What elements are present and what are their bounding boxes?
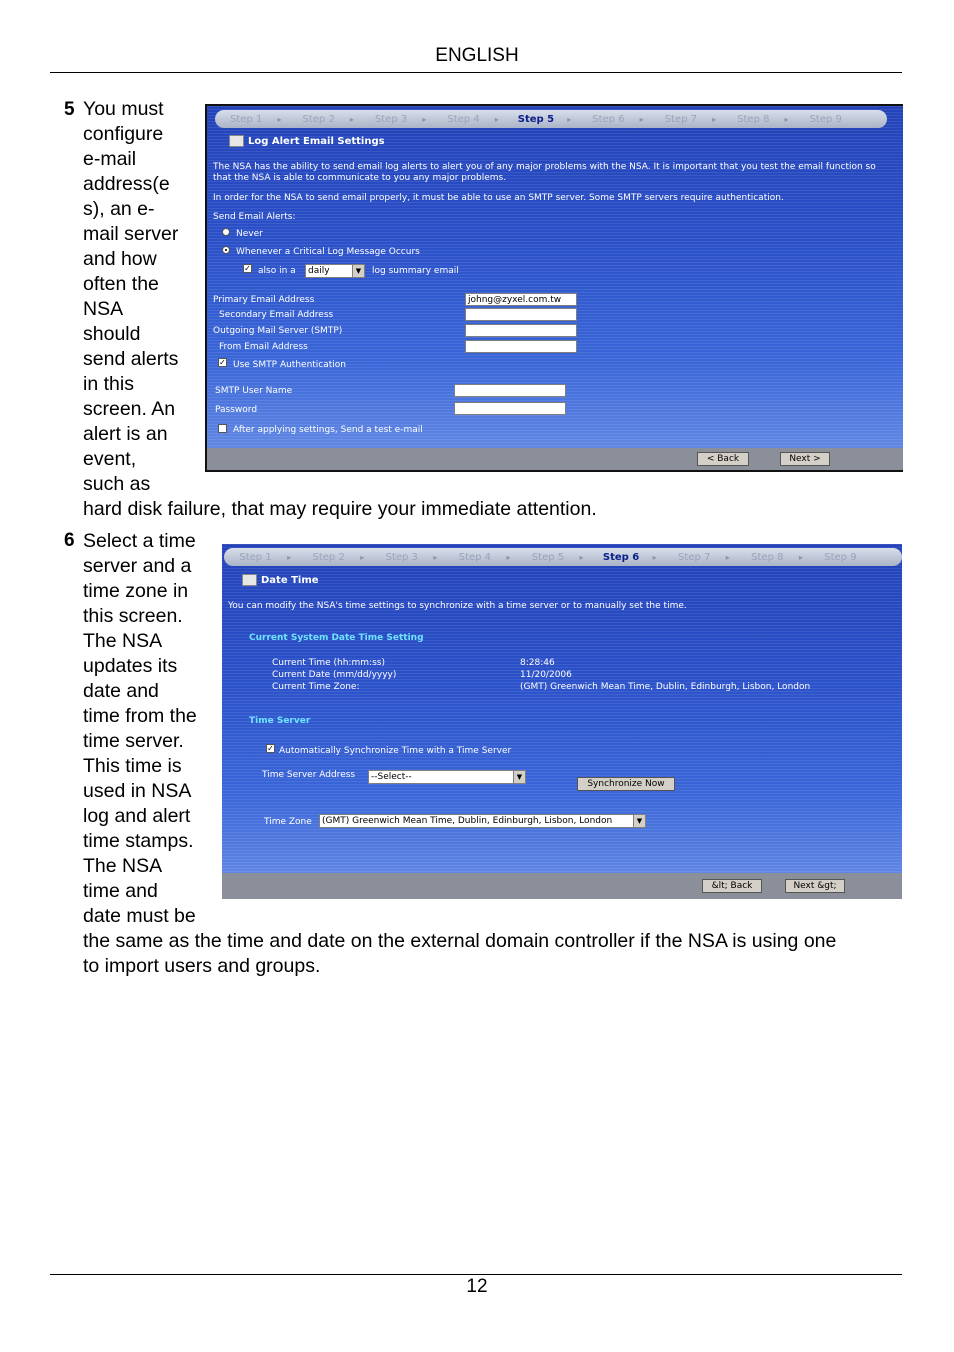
summary-checkbox[interactable]: ✓	[244, 264, 251, 273]
wizard-step-1: Step 1	[239, 551, 272, 563]
text-line: send alerts	[83, 348, 179, 370]
folder-icon	[229, 135, 244, 147]
current-setting-heading: Current System Date Time Setting	[249, 633, 424, 643]
time-server-address-label: Time Server Address	[262, 770, 356, 780]
step-arrow-icon: ▸	[725, 552, 730, 562]
text-line: time stamps.	[83, 830, 194, 852]
test-email-label: After applying settings, Send a test e-mail	[233, 425, 423, 435]
current-zone-value: (GMT) Greenwich Mean Time, Dublin, Edinburgh, Lisbon, London	[520, 682, 811, 692]
current-time-value: 8:28:46	[520, 658, 555, 668]
text-line: time and	[83, 880, 158, 902]
screen-title-text: Date Time	[261, 574, 319, 586]
button-bar	[207, 448, 903, 470]
text-line: and how	[83, 248, 157, 270]
step-arrow-icon: ▸	[494, 114, 499, 124]
smtp-user-input[interactable]	[454, 384, 566, 397]
text-line: s), an e-	[83, 198, 155, 220]
folder-icon	[242, 574, 257, 586]
chevron-down-icon: ▼	[352, 265, 364, 277]
also-in-a-label: also in a	[258, 266, 296, 276]
auto-sync-label: Automatically Synchronize Time with a Time Server	[279, 746, 512, 756]
smtp-auth-label: Use SMTP Authentication	[233, 360, 347, 370]
wizard-step-2: Step 2	[302, 113, 335, 125]
text-line: in this	[83, 373, 134, 395]
text-line: hard disk failure, that may require your immediate attention.	[83, 498, 597, 520]
description-line: In order for the NSA to send email properly, it must be able to use an SMTP server. Some SMTP servers require authentication.	[213, 193, 784, 203]
step-arrow-icon: ▸	[712, 114, 717, 124]
wizard-step-bar	[215, 110, 887, 128]
text-line: alert is an	[83, 423, 168, 445]
never-label: Never	[236, 229, 263, 239]
time-zone-select[interactable]	[319, 814, 646, 828]
text-line: updates its	[83, 655, 178, 677]
step-arrow-icon: ▸	[360, 552, 365, 562]
wizard-step-2: Step 2	[312, 551, 345, 563]
password-label: Password	[215, 405, 258, 415]
wizard-step-7: Step 7	[678, 551, 711, 563]
step-arrow-icon: ▸	[798, 552, 803, 562]
page-header: ENGLISH	[435, 45, 519, 66]
current-time-label: Current Time (hh:mm:ss)	[272, 658, 385, 668]
wizard-step-8: Step 8	[737, 113, 770, 125]
from-email-label: From Email Address	[219, 342, 308, 352]
synchronize-now-button[interactable]: Synchronize Now	[577, 777, 675, 791]
wizard-step-7: Step 7	[664, 113, 697, 125]
smtp-auth-checkbox[interactable]: ✓	[219, 358, 226, 367]
text-line: to import users and groups.	[83, 955, 321, 977]
text-line: The NSA	[83, 630, 163, 652]
wizard-step-6: Step 6	[602, 551, 640, 563]
step-6-number: 6	[64, 530, 75, 551]
outgoing-server-label: Outgoing Mail Server (SMTP)	[213, 326, 343, 336]
current-zone-label: Current Time Zone:	[272, 682, 360, 692]
text-line: log and alert	[83, 805, 191, 827]
text-line: server and a	[83, 555, 192, 577]
test-email-checkbox[interactable]	[218, 424, 227, 433]
step-arrow-icon: ▸	[784, 114, 789, 124]
never-radio[interactable]	[222, 228, 230, 236]
current-date-label: Current Date (mm/dd/yyyy)	[272, 670, 397, 680]
wizard-step-9: Step 9	[809, 113, 842, 125]
primary-email-label: Primary Email Address	[213, 295, 315, 305]
time-server-heading: Time Server	[249, 716, 311, 726]
back-button[interactable]: < Back	[697, 452, 749, 466]
wizard-step-6: Step 6	[592, 113, 625, 125]
text-line: NSA	[83, 298, 124, 320]
text-line: Select a time	[83, 530, 196, 552]
wizard-step-5: Step 5	[517, 113, 555, 125]
text-line: The NSA	[83, 855, 163, 877]
wizard-step-bar	[224, 548, 902, 566]
back-button[interactable]: &lt; Back	[702, 879, 762, 893]
step-arrow-icon: ▸	[652, 552, 657, 562]
text-line: You must	[83, 98, 164, 120]
time-zone-label: Time Zone	[264, 817, 312, 827]
screen-title	[229, 135, 385, 147]
button-bar	[222, 873, 902, 899]
next-button[interactable]: Next >	[780, 452, 830, 466]
password-input[interactable]	[454, 402, 566, 415]
wizard-step-8: Step 8	[751, 551, 784, 563]
outgoing-server-input[interactable]	[465, 324, 577, 337]
wizard-step-5: Step 5	[531, 551, 565, 563]
step-arrow-icon: ▸	[639, 114, 644, 124]
text-line: the same as the time and date on the external domain controller if the NSA is using one	[83, 930, 837, 952]
footer-rule	[50, 1274, 902, 1275]
chevron-down-icon: ▼	[633, 815, 645, 827]
text-line: such as	[83, 473, 151, 495]
secondary-email-input[interactable]	[465, 308, 577, 321]
description-line: that the NSA is able to communicate to you any major problems.	[213, 173, 507, 183]
description-line: You can modify the NSA's time settings to synchronize with a time server or to manually set the time.	[228, 601, 687, 611]
log-alert-email-screenshot	[205, 104, 903, 472]
step-5-number: 5	[64, 99, 75, 120]
date-time-screenshot	[222, 544, 902, 899]
primary-email-input[interactable]: johng@zyxel.com.tw	[465, 293, 577, 306]
step-arrow-icon: ▸	[287, 552, 292, 562]
step-arrow-icon: ▸	[579, 552, 584, 562]
auto-sync-checkbox[interactable]: ✓	[267, 744, 274, 753]
next-button[interactable]: Next &gt;	[785, 879, 845, 893]
time-zone-select-value: (GMT) Greenwich Mean Time, Dublin, Edinburgh, Lisbon, London	[322, 816, 613, 826]
whenever-label: Whenever a Critical Log Message Occurs	[236, 247, 420, 257]
whenever-radio[interactable]	[222, 246, 230, 254]
text-line: this screen.	[83, 605, 183, 627]
text-line: event,	[83, 448, 137, 470]
step-arrow-icon: ▸	[433, 552, 438, 562]
page-number: 12	[466, 1276, 488, 1297]
wizard-step-3: Step 3	[374, 113, 408, 125]
text-line: date and	[83, 680, 159, 702]
text-line: should	[83, 323, 141, 345]
text-line: mail server	[83, 223, 179, 245]
text-line: configure	[83, 123, 164, 145]
from-email-input[interactable]	[465, 340, 577, 353]
frequency-value: daily	[308, 266, 330, 276]
text-line: date must be	[83, 905, 196, 927]
text-line: e-mail	[83, 148, 137, 170]
send-alerts-label: Send Email Alerts:	[213, 212, 296, 222]
header-rule	[50, 72, 902, 73]
screen-title-text: Log Alert Email Settings	[248, 135, 385, 147]
chevron-down-icon: ▼	[513, 771, 525, 783]
wizard-step-3: Step 3	[385, 551, 418, 563]
time-server-select-value: --Select--	[371, 772, 412, 782]
step-arrow-icon: ▸	[422, 114, 427, 124]
text-line: used in NSA	[83, 780, 192, 802]
text-line: time from the	[83, 705, 197, 727]
text-line: This time is	[83, 755, 182, 777]
frequency-select[interactable]	[305, 264, 365, 278]
text-line: time server.	[83, 730, 184, 752]
wizard-step-1: Step 1	[230, 113, 263, 125]
time-server-select[interactable]	[368, 770, 526, 784]
wizard-step-4: Step 4	[447, 113, 480, 125]
text-line: address(e	[83, 173, 170, 195]
step-arrow-icon: ▸	[567, 114, 572, 124]
secondary-email-label: Secondary Email Address	[219, 310, 334, 320]
wizard-step-4: Step 4	[458, 551, 492, 563]
wizard-step-9: Step 9	[824, 551, 857, 563]
text-line: time zone in	[83, 580, 189, 602]
description-line: The NSA has the ability to send email log alerts to alert you of any major problems with the NSA. It is important that you test the email function so	[213, 162, 876, 172]
step-arrow-icon: ▸	[349, 114, 354, 124]
text-line: screen. An	[83, 398, 176, 420]
step-arrow-icon: ▸	[277, 114, 282, 124]
current-date-value: 11/20/2006	[520, 670, 572, 680]
smtp-user-label: SMTP User Name	[215, 386, 293, 396]
text-line: often the	[83, 273, 159, 295]
step-arrow-icon: ▸	[506, 552, 511, 562]
summary-label: log summary email	[372, 266, 459, 276]
screen-title	[242, 574, 319, 586]
